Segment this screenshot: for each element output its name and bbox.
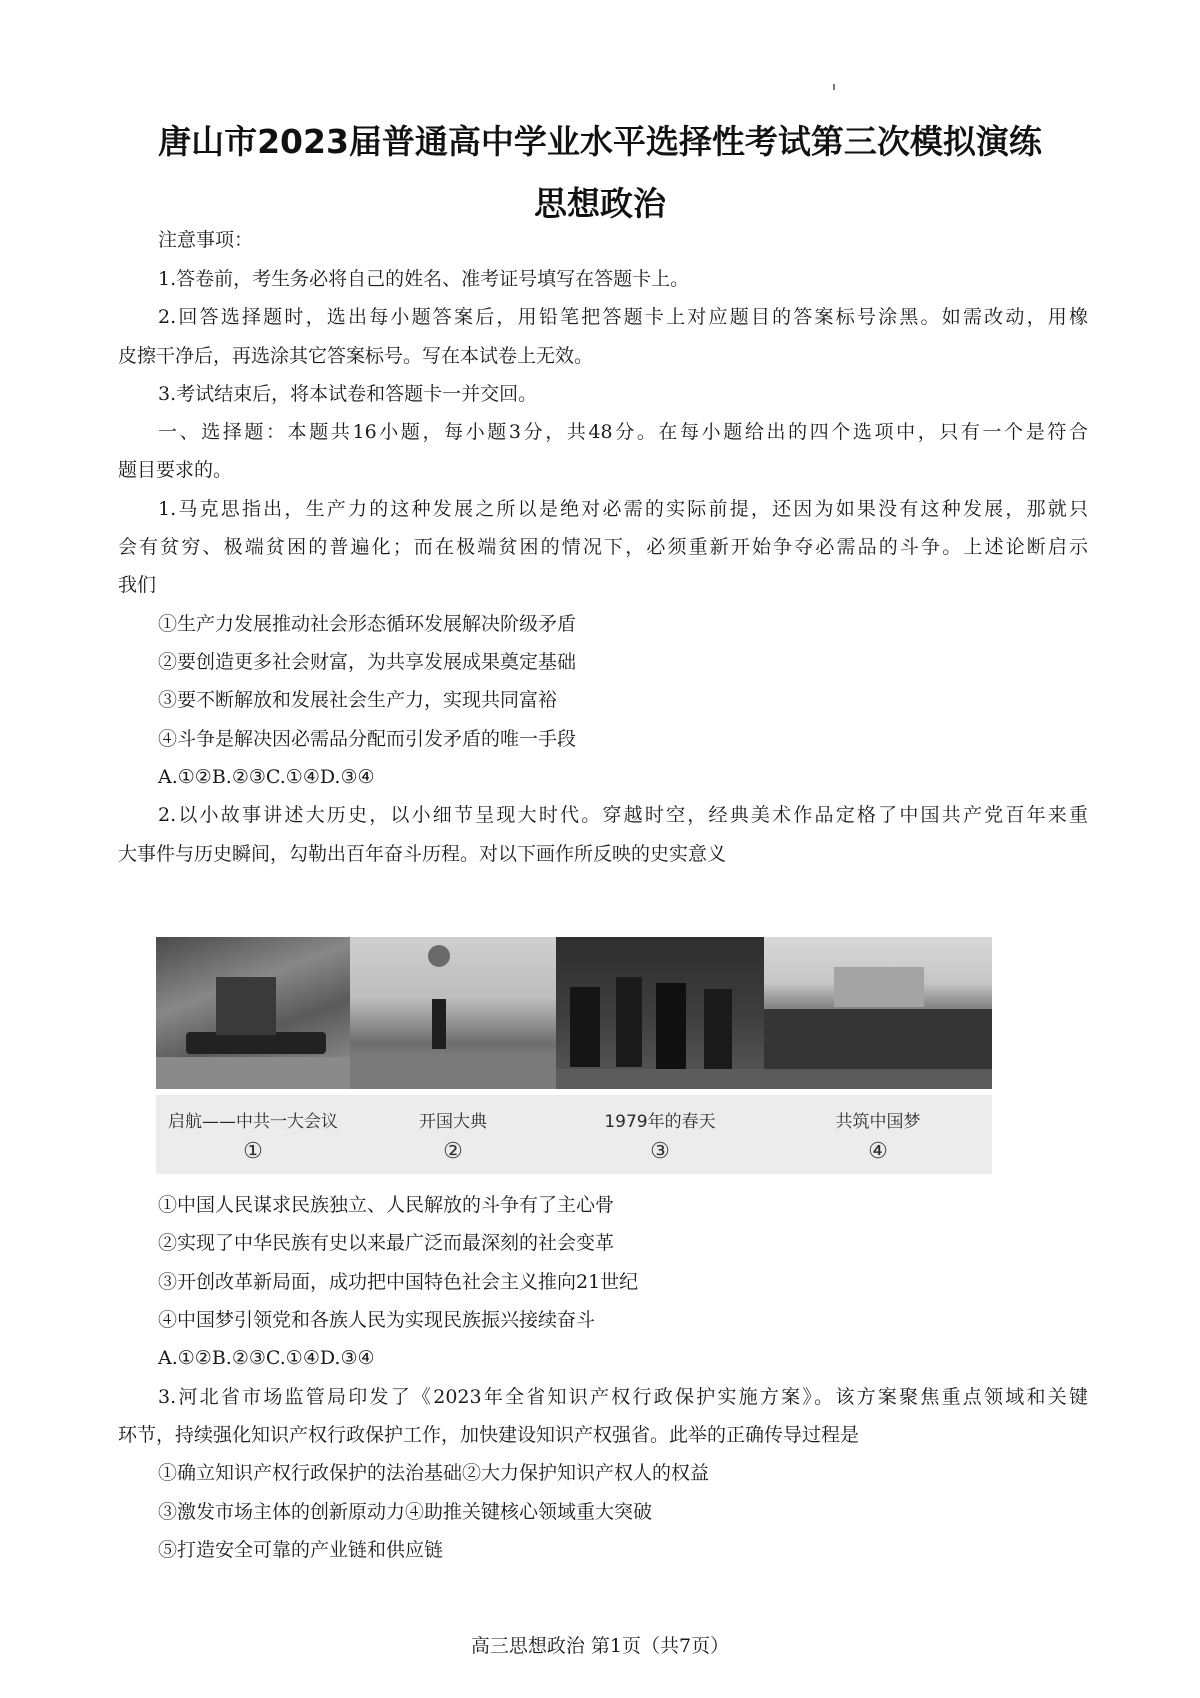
- caption-number-3: ③: [650, 1139, 670, 1164]
- caption-number-1: ①: [243, 1139, 263, 1164]
- scan-mark: [833, 84, 835, 90]
- question-1-option-1: ①生产力发展推动社会形态循环发展解决阶级矛盾: [158, 613, 577, 635]
- notice-item-1: 1.答卷前，考生务必将自己的姓名、准考证号填写在答题卡上。: [158, 268, 690, 290]
- question-2-line-2: 大事件与历史瞬间，勾勒出百年奋斗历程。对以下画作所反映的史实意义: [118, 843, 727, 865]
- painting-3-image: [556, 937, 764, 1089]
- paintings-figure: [156, 937, 992, 1174]
- question-2-line-1: 2.以小故事讲述大历史，以小细节呈现大时代。穿越时空，经典美术作品定格了中国共产党百年来重: [158, 804, 1088, 826]
- question-1-line-2: 会有贫穷、极端贫困的普遍化；而在极端贫困的情况下，必须重新开始争夺必需品的斗争。上述论断启示: [118, 536, 1088, 558]
- caption-4: 共筑中国梦: [835, 1112, 921, 1132]
- section-1-line-1: 一、选择题：本题共16小题，每小题3分，共48分。在每小题给出的四个选项中，只有一个是符合: [158, 421, 1088, 443]
- question-2-option-4: ④中国梦引领党和各族人民为实现民族振兴接续奋斗: [158, 1309, 596, 1331]
- question-1-option-2: ②要创造更多社会财富，为共享发展成果奠定基础: [158, 651, 577, 673]
- question-2-option-3: ③开创改革新局面，成功把中国特色社会主义推向21世纪: [158, 1271, 639, 1293]
- question-2-option-1: ①中国人民谋求民族独立、人民解放的斗争有了主心骨: [158, 1194, 615, 1216]
- page-footer: 高三思想政治 第1页（共7页）: [470, 1635, 730, 1657]
- painting-4-image: [764, 937, 992, 1089]
- question-2-option-2: ②实现了中华民族有史以来最广泛而最深刻的社会变革: [158, 1232, 615, 1254]
- exam-title: 唐山市2023届普通高中学业水平选择性考试第三次模拟演练: [158, 122, 1042, 161]
- question-3-option-5: ⑤打造安全可靠的产业链和供应链: [158, 1539, 444, 1561]
- question-3-line-1: 3.河北省市场监管局印发了《2023年全省知识产权行政保护实施方案》。该方案聚焦重点领域和关键: [158, 1386, 1088, 1408]
- captions-row: [156, 1095, 992, 1174]
- caption-3: 1979年的春天: [604, 1112, 716, 1132]
- question-1-option-4: ④斗争是解决因必需品分配而引发矛盾的唯一手段: [158, 728, 577, 750]
- question-1-option-3: ③要不断解放和发展社会生产力，实现共同富裕: [158, 689, 558, 711]
- notice-item-2-line-2: 皮擦干净后，再选涂其它答案标号。写在本试卷上无效。: [118, 345, 594, 367]
- paintings-strip: [156, 937, 992, 1089]
- question-1-line-1: 1.马克思指出，生产力的这种发展之所以是绝对必需的实际前提，还因为如果没有这种发展，那就只: [158, 498, 1088, 520]
- caption-number-4: ④: [868, 1139, 888, 1164]
- question-3-options-1-2: ①确立知识产权行政保护的法治基础②大力保护知识产权人的权益: [158, 1462, 710, 1484]
- notice-heading: 注意事项：: [158, 229, 254, 251]
- question-2-answers: A.①②B.②③C.①④D.③④: [158, 1347, 375, 1369]
- section-1-line-2: 题目要求的。: [118, 459, 233, 481]
- question-3-options-3-4: ③激发市场主体的创新原动力④助推关键核心领域重大突破: [158, 1501, 653, 1523]
- caption-2: 开国大典: [419, 1112, 487, 1132]
- subject-title: 思想政治: [534, 184, 666, 223]
- question-1-answers: A.①②B.②③C.①④D.③④: [158, 766, 375, 788]
- painting-1-image: [156, 937, 350, 1089]
- painting-2-image: [350, 937, 556, 1089]
- question-1-line-3: 我们: [118, 574, 157, 596]
- caption-1: 启航——中共一大会议: [168, 1112, 338, 1132]
- question-3-line-2: 环节，持续强化知识产权行政保护工作，加快建设知识产权强省。此举的正确传导过程是: [118, 1424, 860, 1446]
- notice-item-2-line-1: 2.回答选择题时，选出每小题答案后，用铅笔把答题卡上对应题目的答案标号涂黑。如需改动，用橡: [158, 306, 1088, 328]
- caption-number-2: ②: [443, 1139, 463, 1164]
- notice-item-3: 3.考试结束后，将本试卷和答题卡一并交回。: [158, 383, 538, 405]
